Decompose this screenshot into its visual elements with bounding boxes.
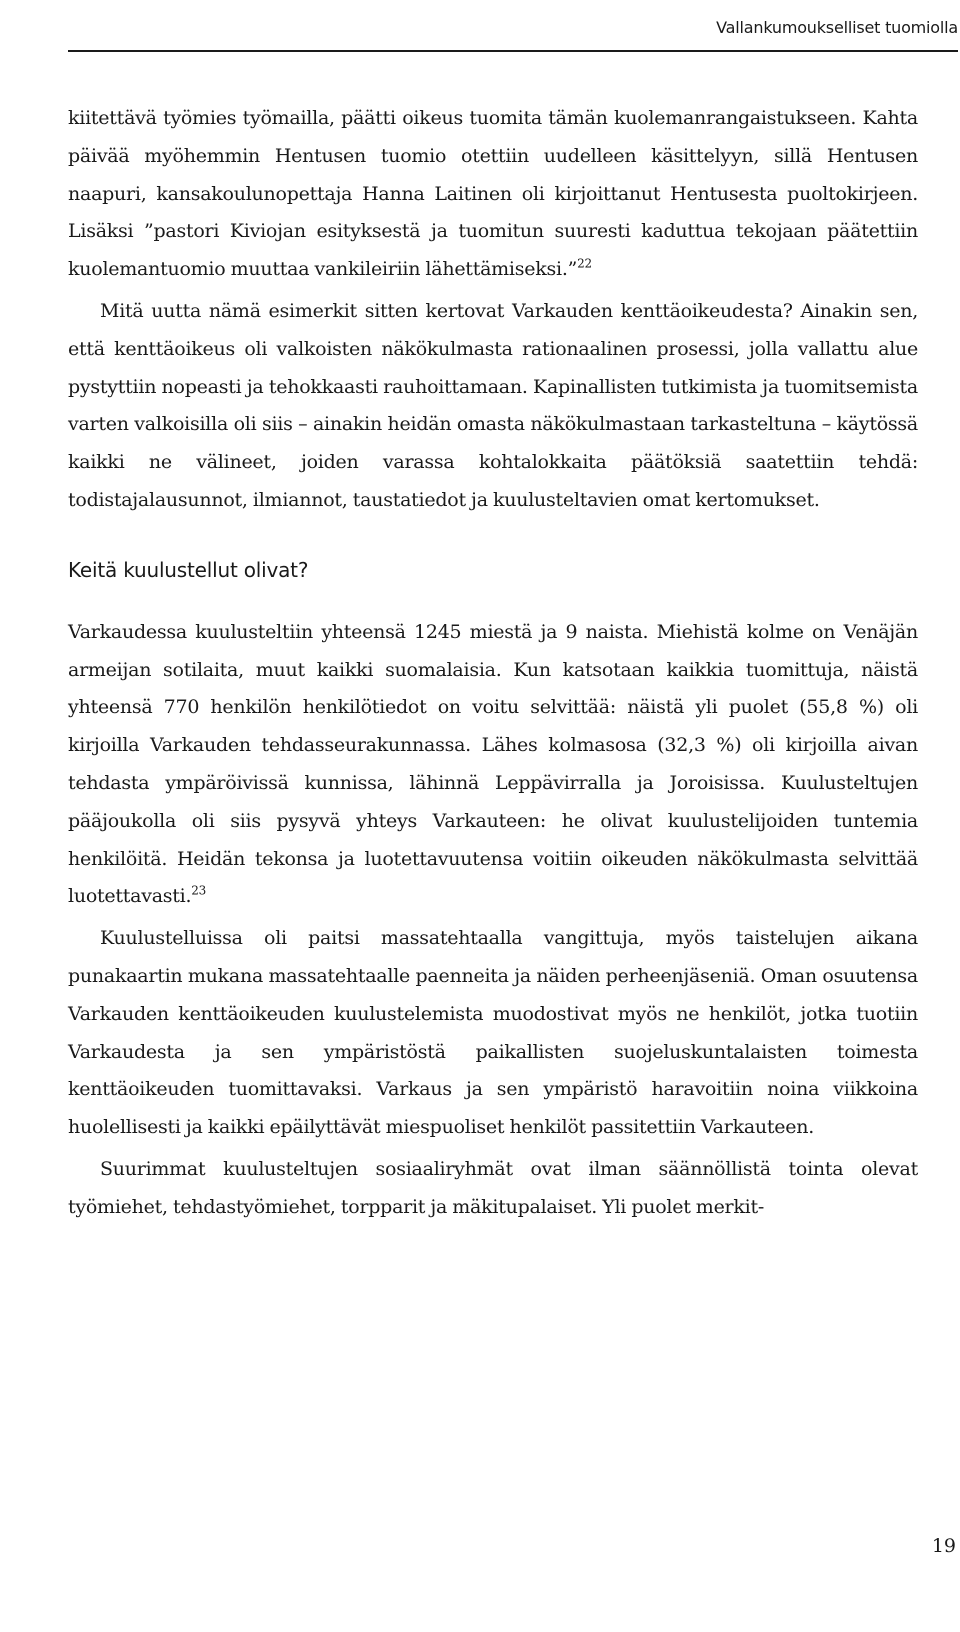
paragraph-2-text: Mitä uutta nämä esimerkit sitten kertovat Varkauden kenttäoikeudesta? Ainakin sen, että kenttäoikeus oli valkoisten näkökulmasta rationaalinen prosessi, jolla vallattu alue pystyttiin nopeasti ja tehokkaasti rauhoittamaan. Kapinallisten tutkimista ja tuomitsemista varten valkoisilla oli siis – ainakin heidän omasta näkökulmastaan tarkasteltuna – käytössä kaikki ne välineet, joiden varassa kohtalokkaita päätöksiä saatettiin tehdä: todistajalausunnot, ilmiannot, taustatiedot ja kuulusteltavien omat kertomukset. — [68, 299, 918, 511]
paragraph-5 — [68, 1151, 918, 1227]
header-rule — [68, 50, 958, 52]
paragraph-3-text: Varkaudessa kuulusteltiin yhteensä 1245 miestä ja 9 naista. Miehistä kolme on Venäjän armeijan sotilaita, muut kaikki suomalaisia. Kun katsotaan kaikkia tuomittuja, näistä yhteensä 770 henkilön henkilötiedot on voitu selvittää: näistä yli puolet (55,8 %) oli kirjoilla Varkauden tehdasseurakunnassa. Lähes kolmasosa (32,3 %) oli kirjoilla aivan tehdasta ympäröivissä kunnissa, lähinnä Leppävirralla ja Joroisissa. Kuulusteltujen pääjoukolla oli siis pysyvä yhteys Varkauteen: he olivat kuulustelijoiden tuntemia henkilöitä. Heidän tekonsa ja luotettavuutensa voitiin oikeuden näkökulmasta selvittää luotettavasti. — [68, 620, 918, 908]
paragraph-4-text: Kuulustelluissa oli paitsi massatehtaalla vangittuja, myös taistelujen aikana punakaartin mukana massatehtaalle paenneita ja näiden perheenjäseniä. Oman osuutensa Varkauden kenttäoikeuden kuulustelemista muodostivat myös ne henkilöt, jotka tuotiin Varkaudesta ja sen ympäristöstä paikallisten suojeluskuntalaisten toimesta kenttäoikeuden tuomittavaksi. Varkaus ja sen ympäristö haravoitiin noina viikkoina huolellisesti ja kaikki epäilyttävät miespuoliset henkilöt passitettiin Varkauteen. — [68, 927, 918, 1139]
paragraph-5-text: Suurimmat kuulusteltujen sosiaaliryhmät ovat ilman säännöllistä tointa olevat työmiehet, tehdastyömiehet, torpparit ja mäkitupalaiset. Yli puolet merkit- — [68, 1157, 918, 1218]
section-heading: Keitä kuulustellut olivat? — [68, 557, 309, 582]
paragraph-1 — [68, 100, 918, 289]
paragraph-2 — [68, 293, 918, 520]
footnote-ref-23: 23 — [191, 884, 207, 899]
paragraph-4 — [68, 920, 918, 1147]
paragraph-3 — [68, 614, 918, 916]
page-body — [68, 100, 918, 1227]
footnote-ref-22: 22 — [577, 256, 592, 271]
page-number: 19 — [931, 1535, 956, 1557]
running-head: Vallankumoukselliset tuomiolla — [716, 18, 958, 37]
paragraph-1-text: kiitettävä työmies työmailla, päätti oikeus tuomita tämän kuolemanrangaistukseen. Kahta päivää myöhemmin Hentusen tuomio otettiin uudelleen käsittelyyn, sillä Hentusen naapuri, kansakoulunopettaja Hanna Laitinen oli kirjoittanut Hentusesta puoltokirjeen. Lisäksi ”pastori Kiviojan esityksestä ja tuomitun suuresti kaduttua tekojaan päätettiin kuolemantuomio muuttaa vankileiriin lähettämiseksi.” — [68, 107, 918, 281]
